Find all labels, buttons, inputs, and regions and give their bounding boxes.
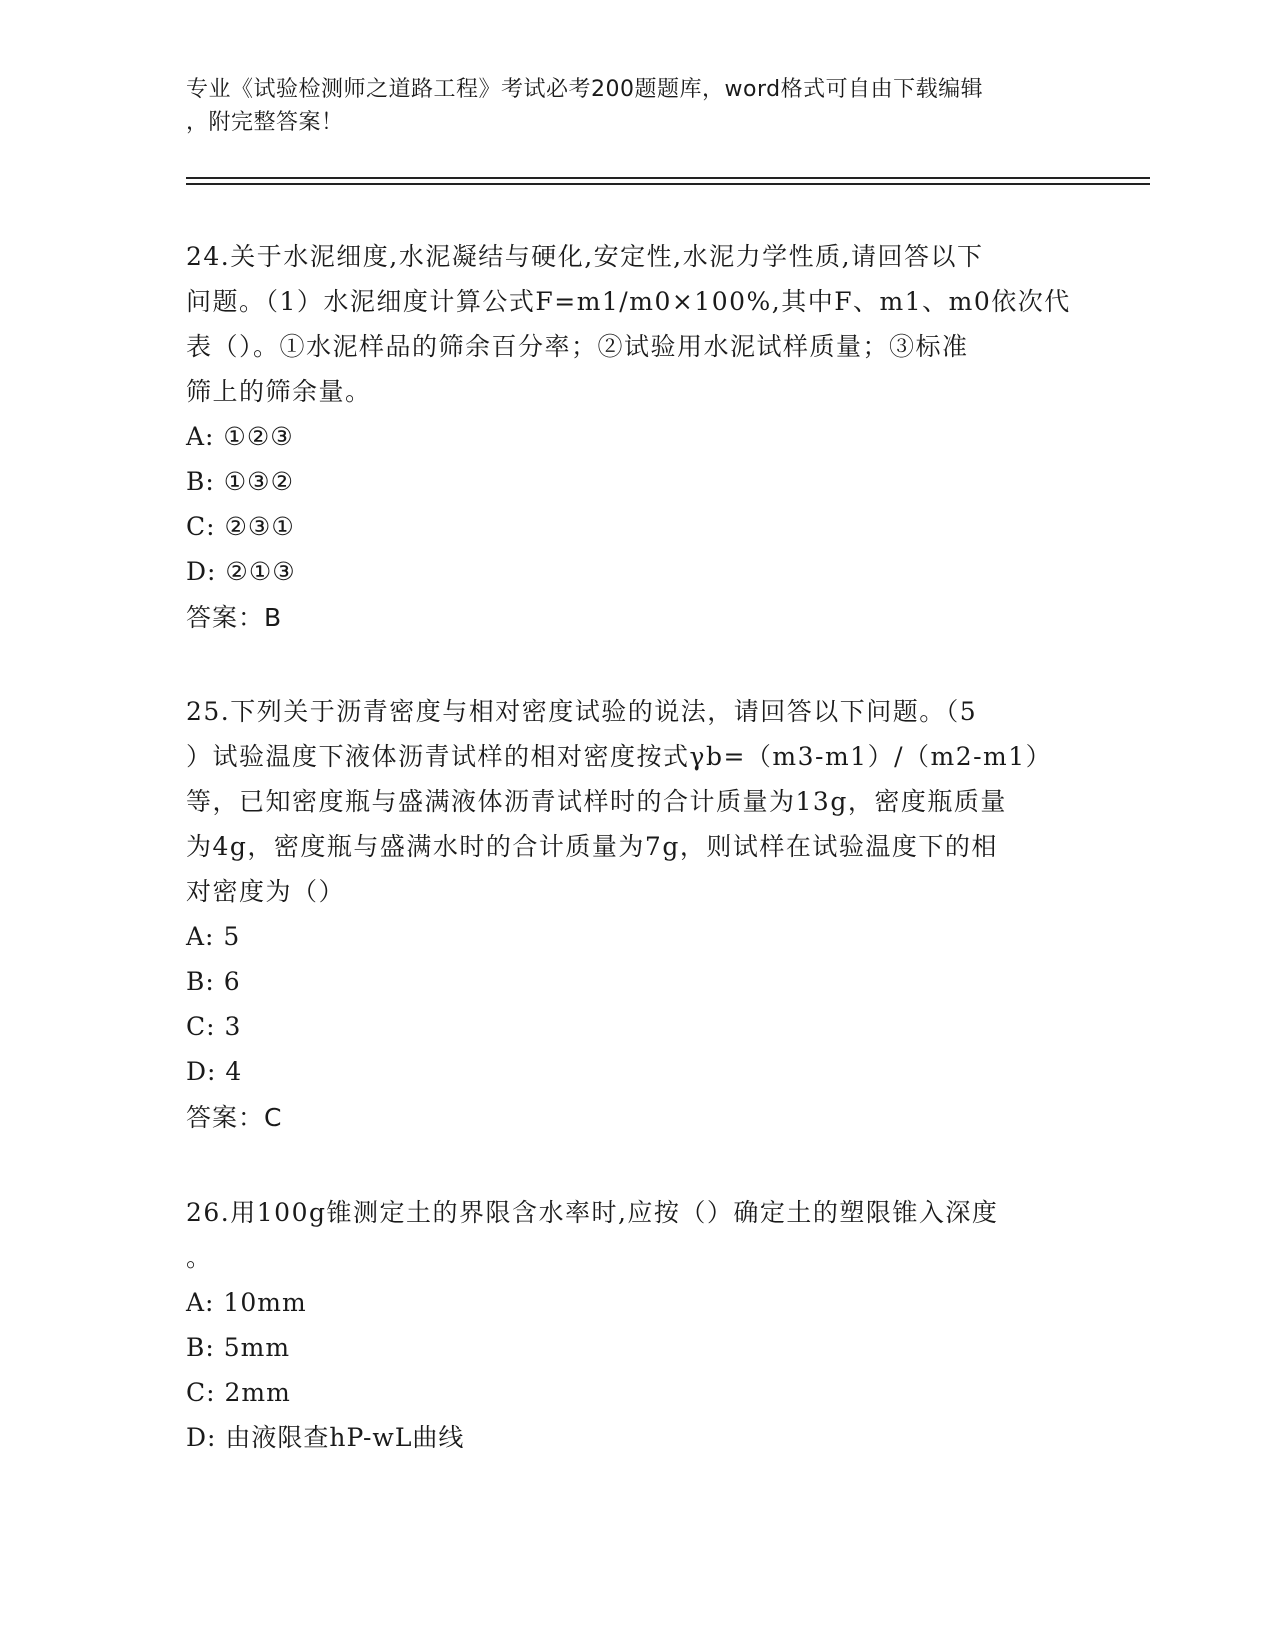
question-stem-line: 。 — [186, 1243, 213, 1272]
option-d: D: 由液限查hP-wL曲线 — [186, 1423, 465, 1452]
question-stem — [186, 1190, 1086, 1280]
question-stem-line: 对密度为（） — [186, 877, 346, 906]
option-a: A: 5 — [186, 922, 241, 951]
question-stem-line: 25.下列关于沥青密度与相对密度试验的说法，请回答以下问题。（5 — [186, 697, 978, 726]
document-header — [186, 73, 1066, 139]
question-stem-line: 等，已知密度瓶与盛满液体沥青试样时的合计质量为13g，密度瓶质量 — [186, 787, 1007, 816]
option-d: D: ②①③ — [186, 557, 296, 586]
header-divider-top — [186, 177, 1150, 179]
header-title-line-1: 专业《试验检测师之道路工程》考试必考200题题库，word格式可自由下载编辑 — [186, 77, 984, 102]
option-a: A: ①②③ — [186, 422, 294, 451]
option-b: B: 5mm — [186, 1333, 291, 1362]
question-stem-line: 为4g，密度瓶与盛满水时的合计质量为7g，则试样在试验温度下的相 — [186, 832, 998, 861]
question-26 — [186, 1190, 1086, 1460]
question-stem-line: ）试验温度下液体沥青试样的相对密度按式γb=（m3-m1）/（m2-m1） — [186, 742, 1053, 771]
question-24 — [186, 234, 1086, 642]
answer-label: 答案：B — [186, 603, 283, 632]
header-title-line-2: ，附完整答案！ — [186, 110, 344, 135]
question-stem-line: 26.用100g锥测定土的界限含水率时,应按（）确定土的塑限锥入深度 — [186, 1198, 999, 1227]
question-25 — [186, 689, 1086, 1142]
question-stem-line: 问题。（1）水泥细度计算公式F=m1/m0×100%,其中F、m1、m0依次代 — [186, 287, 1071, 316]
question-stem — [186, 234, 1086, 414]
option-d: D: 4 — [186, 1057, 243, 1086]
question-stem — [186, 689, 1086, 914]
option-c: C: 2mm — [186, 1378, 291, 1407]
header-divider-bottom — [186, 183, 1150, 185]
question-stem-line: 表（）。①水泥样品的筛余百分率；②试验用水泥试样质量；③标准 — [186, 332, 969, 361]
option-b: B: 6 — [186, 967, 241, 996]
option-c: C: 3 — [186, 1012, 242, 1041]
question-stem-line: 24.关于水泥细度,水泥凝结与硬化,安定性,水泥力学性质,请回答以下 — [186, 242, 984, 271]
answer-label: 答案：C — [186, 1103, 283, 1132]
option-b: B: ①③② — [186, 467, 294, 496]
question-stem-line: 筛上的筛余量。 — [186, 377, 372, 406]
option-c: C: ②③① — [186, 512, 295, 541]
option-a: A: 10mm — [186, 1288, 307, 1317]
